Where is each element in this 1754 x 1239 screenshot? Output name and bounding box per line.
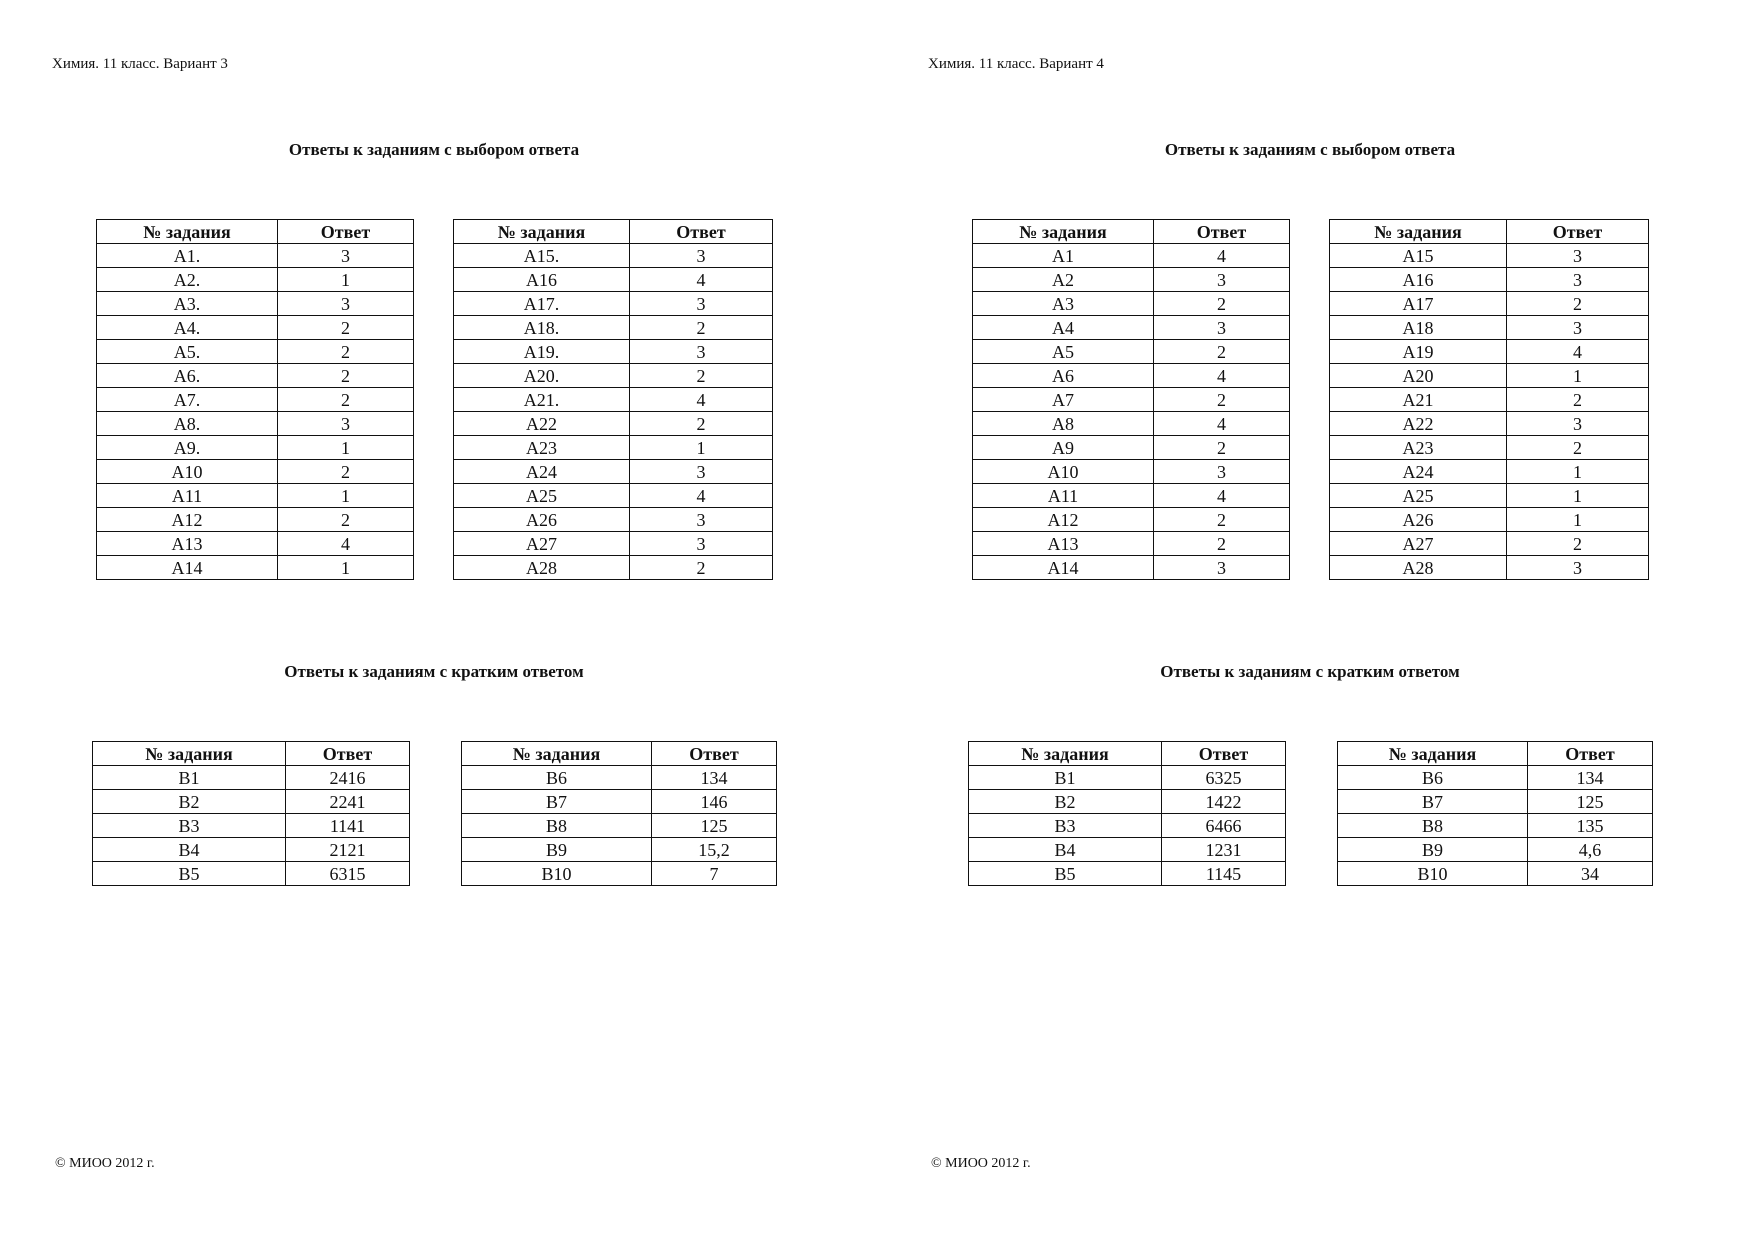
answer-cell: 3 xyxy=(1507,268,1649,292)
table-row xyxy=(97,244,414,268)
task-number-cell: А19 xyxy=(1330,340,1507,364)
task-number-cell: А12 xyxy=(973,508,1154,532)
task-number-cell: В7 xyxy=(1338,790,1528,814)
task-number-cell: А13 xyxy=(97,532,278,556)
task-number-cell: А27 xyxy=(454,532,630,556)
answer-cell: 1145 xyxy=(1162,862,1286,886)
answer-cell: 2 xyxy=(1154,340,1290,364)
answer-cell: 4 xyxy=(1154,244,1290,268)
column-header-answer: Ответ xyxy=(1507,220,1649,244)
table-row xyxy=(1330,436,1649,460)
table-row xyxy=(454,316,773,340)
answer-cell: 146 xyxy=(652,790,777,814)
answer-cell: 134 xyxy=(1528,766,1653,790)
task-number-cell: А22 xyxy=(1330,412,1507,436)
answer-cell: 3 xyxy=(630,244,773,268)
task-number-cell: В1 xyxy=(93,766,286,790)
answer-cell: 1231 xyxy=(1162,838,1286,862)
task-number-cell: А11 xyxy=(97,484,278,508)
column-header-task: № задания xyxy=(973,220,1154,244)
answer-cell: 135 xyxy=(1528,814,1653,838)
task-number-cell: А15. xyxy=(454,244,630,268)
task-number-cell: А4 xyxy=(973,316,1154,340)
task-number-cell: В10 xyxy=(462,862,652,886)
table-row xyxy=(1330,484,1649,508)
answer-cell: 1 xyxy=(278,484,414,508)
section-a-title: Ответы к заданиям с выбором ответа xyxy=(1164,140,1456,159)
answer-cell: 125 xyxy=(652,814,777,838)
table-row xyxy=(97,556,414,580)
column-header-answer: Ответ xyxy=(1154,220,1290,244)
answer-cell: 3 xyxy=(630,292,773,316)
table-row xyxy=(454,532,773,556)
answer-cell: 3 xyxy=(278,292,414,316)
task-number-cell: А24 xyxy=(1330,460,1507,484)
task-number-cell: А25 xyxy=(454,484,630,508)
answer-cell: 2 xyxy=(278,460,414,484)
task-number-cell: А23 xyxy=(454,436,630,460)
table-row xyxy=(97,268,414,292)
answer-cell: 2 xyxy=(1154,292,1290,316)
answer-cell: 3 xyxy=(1154,460,1290,484)
task-number-cell: А3 xyxy=(973,292,1154,316)
answer-cell: 1141 xyxy=(286,814,410,838)
table-row xyxy=(973,436,1290,460)
task-number-cell: А10 xyxy=(973,460,1154,484)
answer-cell: 2 xyxy=(1154,508,1290,532)
answer-cell: 6315 xyxy=(286,862,410,886)
column-header-task: № задания xyxy=(1330,220,1507,244)
page-footer: © МИОО 2012 г. xyxy=(55,1156,155,1171)
task-number-cell: А16 xyxy=(1330,268,1507,292)
column-header-answer: Ответ xyxy=(286,742,410,766)
task-number-cell: А13 xyxy=(973,532,1154,556)
page-header: Химия. 11 класс. Вариант 4 xyxy=(928,56,1104,72)
task-number-cell: А18. xyxy=(454,316,630,340)
answer-cell: 3 xyxy=(1154,556,1290,580)
answer-cell: 3 xyxy=(630,532,773,556)
column-header-task: № задания xyxy=(454,220,630,244)
table-row xyxy=(462,766,777,790)
table-row xyxy=(454,292,773,316)
table-row xyxy=(93,862,410,886)
task-number-cell: А28 xyxy=(454,556,630,580)
answer-cell: 4 xyxy=(278,532,414,556)
answer-cell: 2 xyxy=(1507,532,1649,556)
answer-cell: 3 xyxy=(1507,244,1649,268)
table-row xyxy=(97,316,414,340)
table-header-row xyxy=(454,220,773,244)
task-number-cell: А17. xyxy=(454,292,630,316)
task-number-cell: В6 xyxy=(1338,766,1528,790)
answers-a-left-table xyxy=(972,219,1290,580)
answer-cell: 2 xyxy=(278,508,414,532)
table-row xyxy=(969,814,1286,838)
task-number-cell: А4. xyxy=(97,316,278,340)
table-row xyxy=(454,436,773,460)
column-header-answer: Ответ xyxy=(1528,742,1653,766)
table-row xyxy=(973,340,1290,364)
column-header-task: № задания xyxy=(462,742,652,766)
section-b-title: Ответы к заданиям с кратким ответом xyxy=(284,662,584,681)
column-header-answer: Ответ xyxy=(652,742,777,766)
answer-cell: 1422 xyxy=(1162,790,1286,814)
answer-cell: 1 xyxy=(1507,460,1649,484)
table-row xyxy=(1338,766,1653,790)
table-row xyxy=(454,340,773,364)
task-number-cell: А22 xyxy=(454,412,630,436)
table-row xyxy=(1330,556,1649,580)
table-row xyxy=(97,364,414,388)
answer-cell: 2241 xyxy=(286,790,410,814)
table-row xyxy=(454,460,773,484)
task-number-cell: В3 xyxy=(93,814,286,838)
column-header-answer: Ответ xyxy=(1162,742,1286,766)
table-row xyxy=(454,268,773,292)
column-header-task: № задания xyxy=(969,742,1162,766)
table-row xyxy=(1330,412,1649,436)
task-number-cell: А11 xyxy=(973,484,1154,508)
task-number-cell: В1 xyxy=(969,766,1162,790)
task-number-cell: А14 xyxy=(973,556,1154,580)
task-number-cell: В4 xyxy=(93,838,286,862)
task-number-cell: А18 xyxy=(1330,316,1507,340)
answer-cell: 4 xyxy=(1507,340,1649,364)
answer-cell: 4 xyxy=(630,388,773,412)
answers-b-left-table xyxy=(92,741,410,886)
answer-cell: 1 xyxy=(278,436,414,460)
answer-cell: 1 xyxy=(278,268,414,292)
table-row xyxy=(1330,244,1649,268)
table-row xyxy=(1338,862,1653,886)
answer-cell: 6466 xyxy=(1162,814,1286,838)
table-row xyxy=(973,316,1290,340)
table-row xyxy=(97,388,414,412)
table-row xyxy=(454,364,773,388)
table-row xyxy=(973,388,1290,412)
task-number-cell: В9 xyxy=(1338,838,1528,862)
answer-cell: 3 xyxy=(1507,412,1649,436)
task-number-cell: В5 xyxy=(969,862,1162,886)
answer-cell: 3 xyxy=(1154,268,1290,292)
table-row xyxy=(454,412,773,436)
answers-b-left-table xyxy=(968,741,1286,886)
task-number-cell: А19. xyxy=(454,340,630,364)
task-number-cell: А26 xyxy=(1330,508,1507,532)
table-row xyxy=(97,532,414,556)
table-row xyxy=(969,790,1286,814)
table-row xyxy=(454,484,773,508)
table-row xyxy=(973,532,1290,556)
answer-cell: 3 xyxy=(1154,316,1290,340)
answer-cell: 34 xyxy=(1528,862,1653,886)
table-header-row xyxy=(97,220,414,244)
table-row xyxy=(969,766,1286,790)
task-number-cell: А27 xyxy=(1330,532,1507,556)
table-row xyxy=(97,340,414,364)
table-row xyxy=(1330,532,1649,556)
table-header-row xyxy=(462,742,777,766)
task-number-cell: А1 xyxy=(973,244,1154,268)
answer-cell: 2 xyxy=(278,340,414,364)
answer-cell: 2 xyxy=(1154,388,1290,412)
table-row xyxy=(973,484,1290,508)
task-number-cell: А9. xyxy=(97,436,278,460)
answer-cell: 2 xyxy=(278,316,414,340)
task-number-cell: А24 xyxy=(454,460,630,484)
table-header-row xyxy=(973,220,1290,244)
table-row xyxy=(97,436,414,460)
answer-cell: 4 xyxy=(1154,412,1290,436)
answer-cell: 1 xyxy=(278,556,414,580)
table-row xyxy=(973,460,1290,484)
answer-cell: 3 xyxy=(278,244,414,268)
table-row xyxy=(1330,340,1649,364)
task-number-cell: А14 xyxy=(97,556,278,580)
table-row xyxy=(97,508,414,532)
task-number-cell: В8 xyxy=(462,814,652,838)
task-number-cell: В8 xyxy=(1338,814,1528,838)
answer-cell: 1 xyxy=(630,436,773,460)
answer-cell: 2 xyxy=(1154,436,1290,460)
table-row xyxy=(93,838,410,862)
table-row xyxy=(1338,814,1653,838)
answer-cell: 4 xyxy=(1154,364,1290,388)
task-number-cell: А9 xyxy=(973,436,1154,460)
task-number-cell: А10 xyxy=(97,460,278,484)
task-number-cell: В9 xyxy=(462,838,652,862)
task-number-cell: А21. xyxy=(454,388,630,412)
table-row xyxy=(1330,268,1649,292)
task-number-cell: А7 xyxy=(973,388,1154,412)
table-row xyxy=(1330,388,1649,412)
answer-cell: 2 xyxy=(630,316,773,340)
task-number-cell: А6 xyxy=(973,364,1154,388)
table-row xyxy=(973,364,1290,388)
table-header-row xyxy=(93,742,410,766)
task-number-cell: А23 xyxy=(1330,436,1507,460)
answer-cell: 2 xyxy=(1154,532,1290,556)
answer-cell: 3 xyxy=(1507,316,1649,340)
task-number-cell: А20 xyxy=(1330,364,1507,388)
table-row xyxy=(454,508,773,532)
table-row xyxy=(454,244,773,268)
answer-cell: 4,6 xyxy=(1528,838,1653,862)
answer-cell: 15,2 xyxy=(652,838,777,862)
answers-b-right-table xyxy=(461,741,777,886)
task-number-cell: А5 xyxy=(973,340,1154,364)
answers-b-right-table xyxy=(1337,741,1653,886)
task-number-cell: А7. xyxy=(97,388,278,412)
table-row xyxy=(462,862,777,886)
answer-cell: 2 xyxy=(1507,436,1649,460)
table-row xyxy=(969,838,1286,862)
answer-cell: 7 xyxy=(652,862,777,886)
table-row xyxy=(93,790,410,814)
table-row xyxy=(97,292,414,316)
table-row xyxy=(93,766,410,790)
table-row xyxy=(973,268,1290,292)
task-number-cell: А16 xyxy=(454,268,630,292)
answer-cell: 3 xyxy=(278,412,414,436)
table-row xyxy=(969,862,1286,886)
column-header-answer: Ответ xyxy=(278,220,414,244)
section-b-title: Ответы к заданиям с кратким ответом xyxy=(1160,662,1460,681)
answers-a-left-table xyxy=(96,219,414,580)
answer-cell: 2416 xyxy=(286,766,410,790)
table-row xyxy=(1330,316,1649,340)
answer-cell: 6325 xyxy=(1162,766,1286,790)
task-number-cell: А3. xyxy=(97,292,278,316)
answer-cell: 2121 xyxy=(286,838,410,862)
table-row xyxy=(1338,790,1653,814)
table-row xyxy=(1330,508,1649,532)
answer-cell: 2 xyxy=(630,412,773,436)
answer-cell: 3 xyxy=(630,508,773,532)
task-number-cell: А8. xyxy=(97,412,278,436)
table-row xyxy=(454,388,773,412)
table-row xyxy=(97,460,414,484)
table-row xyxy=(1330,364,1649,388)
table-row xyxy=(1338,838,1653,862)
answer-cell: 4 xyxy=(630,484,773,508)
answers-a-right-table xyxy=(1329,219,1649,580)
task-number-cell: В2 xyxy=(969,790,1162,814)
table-row xyxy=(973,292,1290,316)
table-row xyxy=(973,508,1290,532)
answer-cell: 3 xyxy=(630,460,773,484)
column-header-task: № задания xyxy=(1338,742,1528,766)
task-number-cell: А6. xyxy=(97,364,278,388)
task-number-cell: В6 xyxy=(462,766,652,790)
answer-cell: 3 xyxy=(630,340,773,364)
answer-cell: 2 xyxy=(278,364,414,388)
task-number-cell: В4 xyxy=(969,838,1162,862)
column-header-answer: Ответ xyxy=(630,220,773,244)
table-row xyxy=(973,412,1290,436)
task-number-cell: А20. xyxy=(454,364,630,388)
task-number-cell: А17 xyxy=(1330,292,1507,316)
answer-cell: 1 xyxy=(1507,508,1649,532)
answer-cell: 2 xyxy=(630,556,773,580)
task-number-cell: В10 xyxy=(1338,862,1528,886)
task-number-cell: А12 xyxy=(97,508,278,532)
task-number-cell: А2. xyxy=(97,268,278,292)
table-row xyxy=(462,790,777,814)
task-number-cell: А1. xyxy=(97,244,278,268)
task-number-cell: А5. xyxy=(97,340,278,364)
table-row xyxy=(462,814,777,838)
table-row xyxy=(97,412,414,436)
task-number-cell: А21 xyxy=(1330,388,1507,412)
task-number-cell: А28 xyxy=(1330,556,1507,580)
column-header-task: № задания xyxy=(93,742,286,766)
task-number-cell: В7 xyxy=(462,790,652,814)
column-header-task: № задания xyxy=(97,220,278,244)
task-number-cell: А26 xyxy=(454,508,630,532)
answer-cell: 4 xyxy=(630,268,773,292)
task-number-cell: В2 xyxy=(93,790,286,814)
answer-cell: 134 xyxy=(652,766,777,790)
table-row xyxy=(462,838,777,862)
answer-cell: 2 xyxy=(1507,388,1649,412)
task-number-cell: А15 xyxy=(1330,244,1507,268)
task-number-cell: В5 xyxy=(93,862,286,886)
answer-cell: 2 xyxy=(278,388,414,412)
table-row xyxy=(973,556,1290,580)
answers-a-right-table xyxy=(453,219,773,580)
table-header-row xyxy=(1330,220,1649,244)
table-row xyxy=(973,244,1290,268)
page-header: Химия. 11 класс. Вариант 3 xyxy=(52,56,228,72)
answer-cell: 2 xyxy=(630,364,773,388)
table-row xyxy=(97,484,414,508)
page-footer: © МИОО 2012 г. xyxy=(931,1156,1031,1171)
task-number-cell: В3 xyxy=(969,814,1162,838)
task-number-cell: А2 xyxy=(973,268,1154,292)
answer-cell: 4 xyxy=(1154,484,1290,508)
answer-cell: 3 xyxy=(1507,556,1649,580)
answer-cell: 2 xyxy=(1507,292,1649,316)
table-row xyxy=(1330,460,1649,484)
answer-cell: 1 xyxy=(1507,364,1649,388)
table-row xyxy=(1330,292,1649,316)
table-header-row xyxy=(969,742,1286,766)
table-row xyxy=(454,556,773,580)
answer-cell: 125 xyxy=(1528,790,1653,814)
answer-cell: 1 xyxy=(1507,484,1649,508)
section-a-title: Ответы к заданиям с выбором ответа xyxy=(288,140,580,159)
task-number-cell: А25 xyxy=(1330,484,1507,508)
task-number-cell: А8 xyxy=(973,412,1154,436)
table-header-row xyxy=(1338,742,1653,766)
table-row xyxy=(93,814,410,838)
